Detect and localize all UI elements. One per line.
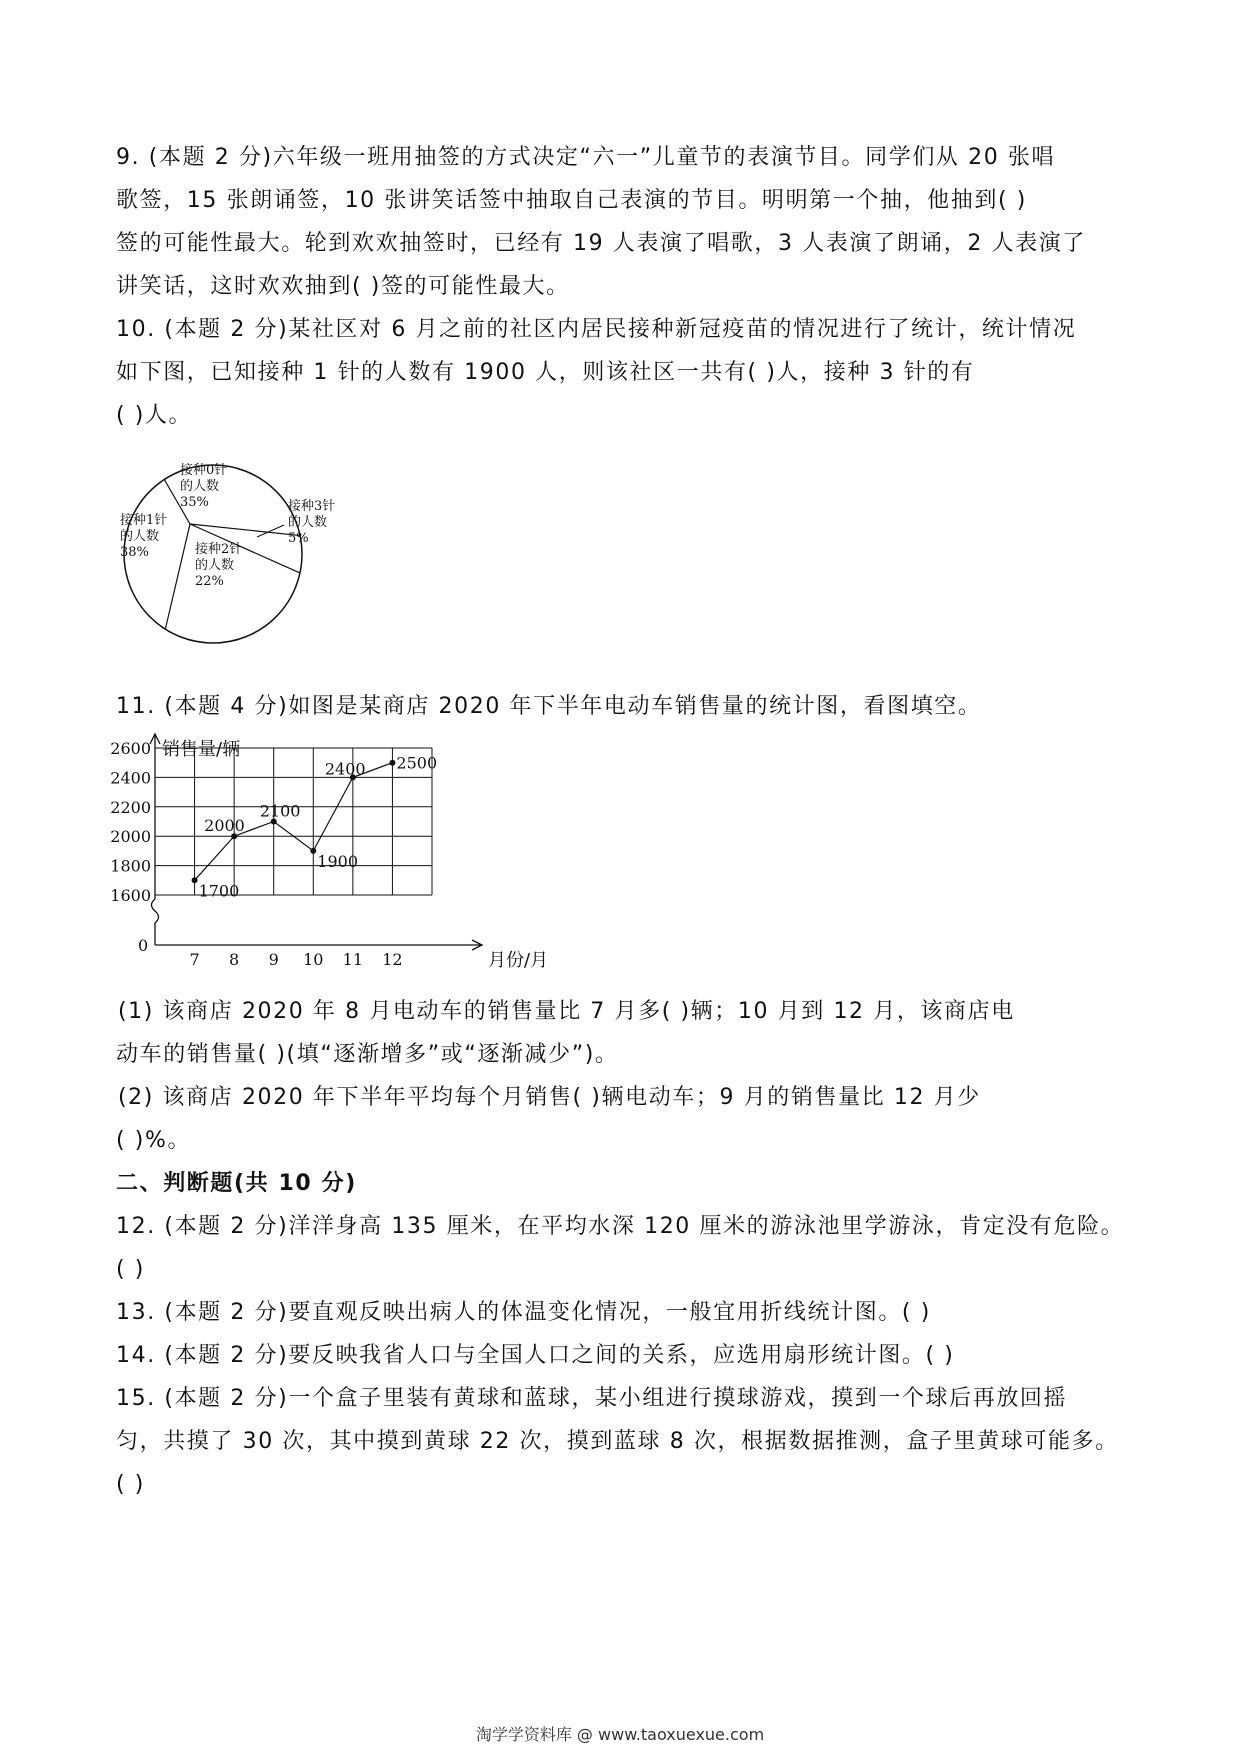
y-tick-label: 2400 (110, 768, 151, 788)
q13-line: 13. (本题 2 分)要直观反映出病人的体温变化情况，一般宜用折线统计图。( ) (116, 1300, 931, 1325)
q11-sub1-line-2: 动车的销售量( )(填“逐渐增多”或“逐渐减少”)。 (116, 1042, 619, 1067)
y-tick-label: 2000 (110, 827, 151, 847)
pie-slice-label: 35% (180, 495, 209, 510)
q10-line-2: 如下图，已知接种 1 针的人数有 1900 人，则该社区一共有( )人，接种 3 针的有 (116, 360, 975, 385)
pie-slice-label: 的人数 (120, 529, 160, 544)
q12-line-1: 12. (本题 2 分)洋洋身高 135 厘米，在平均水深 120 厘米的游泳池里学游泳，肯定没有危险。 (116, 1214, 1125, 1239)
y-tick-label: 1600 (110, 886, 151, 905)
q15-line-1: 15. (本题 2 分)一个盒子里装有黄球和蓝球，某小组进行摸球游戏，摸到一个球后再放回摇 (116, 1386, 1068, 1411)
pie-slice-label: 接种2针 (195, 542, 243, 557)
sales-data-point (192, 877, 198, 883)
pie-slice-label: 22% (195, 574, 224, 589)
x-axis-title: 月份/月 (488, 950, 549, 971)
pie-slice-label: 的人数 (195, 558, 235, 573)
footer-watermark: 淘学学资料库 @ www.taoxuexue.com (475, 1725, 765, 1744)
y-axis-break (152, 899, 159, 945)
x-tick-label: 11 (342, 950, 364, 969)
q15-line-3: ( ) (116, 1472, 145, 1497)
x-tick-label: 12 (382, 950, 403, 969)
pie-slice-label: 的人数 (288, 515, 328, 530)
q14-line: 14. (本题 2 分)要反映我省人口与全国人口之间的关系，应选用扇形统计图。( ) (116, 1343, 955, 1368)
pie-slice-label: 接种3针 (288, 499, 336, 514)
q11-sub1-line-1: (1) 该商店 2020 年 8 月电动车的销售量比 7 月多( )辆；10 月到 12 月，该商店电 (118, 999, 1015, 1024)
sales-data-point (310, 848, 316, 854)
q11-line-1: 11. (本题 4 分)如图是某商店 2020 年下半年电动车销售量的统计图，看图填空。 (116, 694, 982, 719)
pie-slice-label: 接种1针 (120, 513, 168, 528)
sales-data-label: 2500 (396, 753, 438, 773)
sales-data-point (389, 760, 395, 766)
q10-line-1: 10. (本题 2 分)某社区对 6 月之前的社区内居民接种新冠疫苗的情况进行了统计，统计情况 (116, 317, 1077, 342)
x-tick-label: 9 (268, 950, 279, 969)
x-tick-label: 7 (189, 950, 200, 969)
sales-data-label: 2000 (204, 816, 245, 836)
x-tick-label: 8 (229, 950, 240, 969)
q9-line-2: 歌签，15 张朗诵签，10 张讲笑话签中抽取自己表演的节目。明明第一个抽，他抽到( ) (116, 188, 1027, 213)
q11-sub2-line-1: (2) 该商店 2020 年下半年平均每个月销售( )辆电动车；9 月的销售量比 12 月少 (118, 1085, 981, 1110)
y-tick-label: 1800 (110, 856, 151, 876)
pie-slice-label: 38% (120, 545, 149, 560)
section-title-judgement: 二、判断题(共 10 分) (116, 1171, 357, 1196)
sales-data-label: 1700 (198, 881, 240, 901)
y-origin-label: 0 (138, 936, 149, 955)
q12-line-2: ( ) (116, 1257, 145, 1282)
q9-line-4: 讲笑话，这时欢欢抽到( )签的可能性最大。 (116, 274, 570, 299)
y-tick-label: 2200 (110, 797, 151, 817)
pie-slice-label: 的人数 (180, 479, 220, 494)
pie-slice-boundary (165, 524, 190, 629)
q10-line-3: ( )人。 (116, 403, 193, 428)
y-axis-title: 销售量/辆 (162, 739, 241, 760)
sales-data-label: 1900 (317, 851, 359, 871)
x-tick-label: 10 (303, 950, 324, 969)
vaccination-pie-chart (100, 440, 420, 680)
y-tick-label: 2600 (110, 739, 151, 758)
sales-data-label: 2400 (324, 759, 366, 779)
q9-line-3: 签的可能性最大。轮到欢欢抽签时，已经有 19 人表演了唱歌，3 人表演了朗诵，2 人表演了 (116, 231, 1086, 256)
sales-data-label: 2100 (259, 801, 301, 821)
q9-line-1: 9. (本题 2 分)六年级一班用抽签的方式决定“六一”儿童节的表演节目。同学们从 20 张唱 (116, 145, 1056, 170)
pie-slice-label: 接种0针 (180, 463, 228, 478)
q15-line-2: 匀，共摸了 30 次，其中摸到黄球 22 次，摸到蓝球 8 次，根据数据推测，盒子里黄球可能多。 (116, 1429, 1119, 1454)
sales-line-chart (110, 730, 570, 980)
pie-slice-label: 5% (288, 531, 309, 546)
q11-sub2-line-2: ( )%。 (116, 1128, 192, 1153)
